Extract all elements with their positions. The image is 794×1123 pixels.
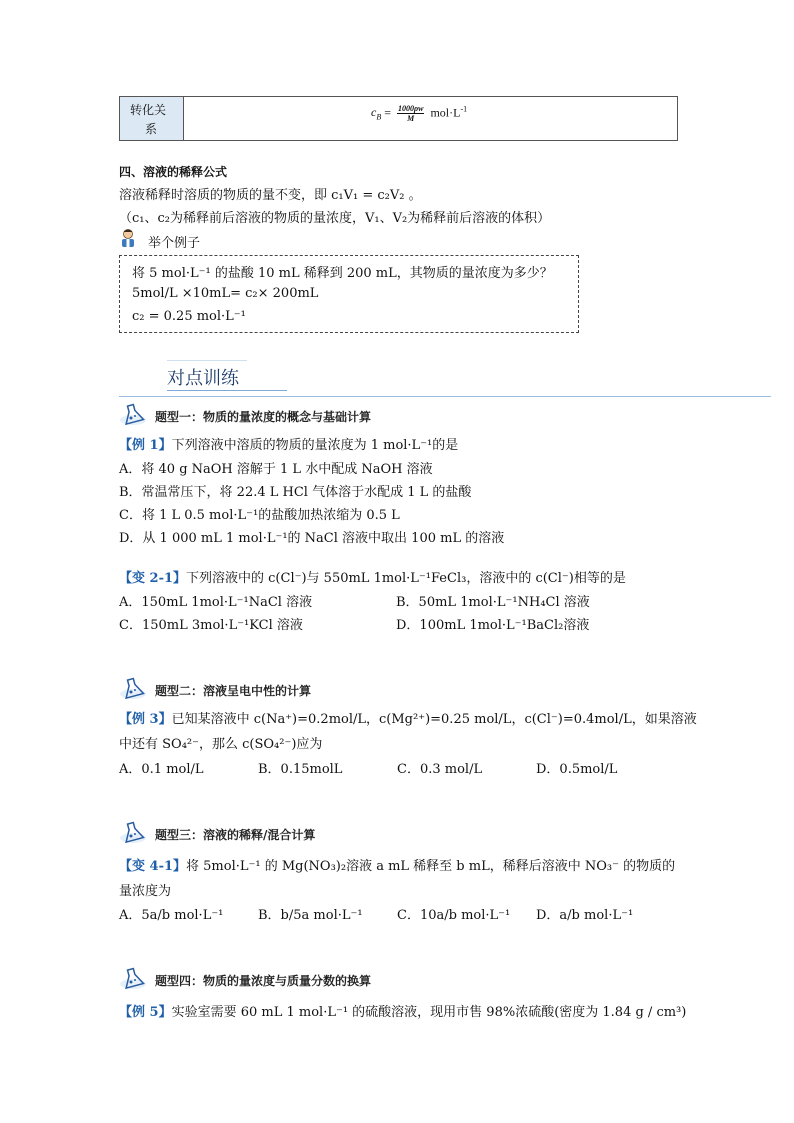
training-title: 对点训练 <box>167 368 239 389</box>
formula-unit: mol·L <box>430 105 461 120</box>
type2-heading: 题型二：溶液呈电中性的计算 <box>155 684 312 698</box>
type1-var-text: 下列溶液中的 c(Cl⁻)与 550mL 1mol·L⁻¹FeCl₃，溶液中的 c(Cl⁻)相等的是 <box>186 571 626 586</box>
type2-option-d: D．0.5mol/L <box>536 762 618 777</box>
type4-ex-text: 实验室需要 60 mL 1 mol·L⁻¹ 的硫酸溶液，现用市售 98%浓硫酸(密度为 1.84 g / cm³) <box>171 1005 687 1020</box>
type1-option-c: C．将 1 L 0.5 mol·L⁻¹的盐酸加热浓缩为 0.5 L <box>119 508 400 523</box>
formula-den: M <box>407 114 415 123</box>
training-rule <box>119 396 771 397</box>
flask-icon <box>119 821 147 845</box>
type1-var-option-c: C．150mL 3mol·L⁻¹KCl 溶液 <box>119 618 303 633</box>
type2-example <box>119 708 697 727</box>
type1-heading: 题型一：物质的量浓度的概念与基础计算 <box>155 410 372 424</box>
type2-ex-tag: 【例 3】 <box>119 712 172 727</box>
type3-option-a: A．5a/b mol·L⁻¹ <box>119 908 224 923</box>
type3-variant-line2: 量浓度为 <box>119 884 172 899</box>
type3-variant <box>119 855 675 874</box>
type4-ex-tag: 【例 5】 <box>119 1005 172 1020</box>
flask-icon <box>119 967 147 991</box>
type1-variant <box>119 567 626 586</box>
type3-var-text: 将 5mol·L⁻¹ 的 Mg(NO₃)₂溶液 a mL 稀释至 b mL，稀释后溶液中 NO₃⁻ 的物质的 <box>186 859 676 874</box>
training-underline <box>167 390 287 391</box>
example-box-line1: 将 5 mol·L⁻¹ 的盐酸 10 mL 稀释到 200 mL，其物质的量浓度为多少？ <box>132 266 553 281</box>
formula-eq: = <box>384 105 391 120</box>
formula-fraction <box>397 104 424 123</box>
type2-ex-text: 已知某溶液中 c(Na⁺)=0.2mol/L，c(Mg²⁺)=0.25 mol/L，c(Cl⁻)=0.4mol/L，如果溶液 <box>171 712 697 727</box>
section4-line1: 溶液稀释时溶质的物质的量不变，即 c₁V₁ = c₂V₂ 。 <box>119 188 422 203</box>
example-box-line3: c₂ = 0.25 mol·L⁻¹ <box>132 309 246 324</box>
type1-var-option-a: A．150mL 1mol·L⁻¹NaCl 溶液 <box>119 595 313 610</box>
type4-heading: 题型四：物质的量浓度与质量分数的换算 <box>155 974 372 988</box>
flask-icon <box>119 677 147 701</box>
type2-option-b: B．0.15molL <box>258 762 343 777</box>
type1-var-option-d: D．100mL 1mol·L⁻¹BaCl₂溶液 <box>396 618 590 633</box>
type3-option-d: D．a/b mol·L⁻¹ <box>536 908 634 923</box>
type1-option-b: B．常温常压下，将 22.4 L HCl 气体溶于水配成 1 L 的盐酸 <box>119 485 472 500</box>
flask-icon <box>119 403 147 427</box>
type1-option-a: A．将 40 g NaOH 溶解于 1 L 水中配成 NaOH 溶液 <box>119 462 433 477</box>
concentration-formula <box>371 104 467 123</box>
formula-unit-sup: -1 <box>460 104 468 114</box>
table-label-line1: 转化关 <box>130 103 167 117</box>
section4-line2: （c₁、c₂为稀释前后溶液的物质的量浓度，V₁、V₂为稀释前后溶液的体积） <box>119 211 551 226</box>
formula-num: 1000ρw <box>398 104 424 113</box>
type1-ex-text: 下列溶液中溶质的物质的量浓度为 1 mol·L⁻¹的是 <box>171 438 459 453</box>
type3-var-tag: 【变 4-1】 <box>119 859 187 874</box>
type1-var-option-b: B．50mL 1mol·L⁻¹NH₄Cl 溶液 <box>396 595 590 610</box>
table-label-cell <box>120 97 184 140</box>
formula-sub: B <box>376 112 382 122</box>
type1-example <box>119 434 458 453</box>
type3-option-c: C．10a/b mol·L⁻¹ <box>397 908 511 923</box>
type2-option-c: C．0.3 mol/L <box>397 762 483 777</box>
type3-option-b: B．b/5a mol·L⁻¹ <box>258 908 363 923</box>
example-box-line2: 5mol/L ×10mL= c₂× 200mL <box>132 286 319 301</box>
example-label: 举个例子 <box>148 236 201 251</box>
table-label-line2: 系 <box>145 122 158 136</box>
formula-lhs: c <box>371 105 377 120</box>
type4-example <box>119 1001 686 1020</box>
type2-example-line2: 中还有 SO₄²⁻，那么 c(SO₄²⁻)应为 <box>119 737 323 752</box>
type3-heading: 题型三：溶液的稀释/混合计算 <box>155 828 316 842</box>
type1-option-d: D．从 1 000 mL 1 mol·L⁻¹的 NaCl 溶液中取出 100 mL 的溶液 <box>119 531 505 546</box>
section4-title: 四、溶液的稀释公式 <box>119 165 228 179</box>
type2-option-a: A．0.1 mol/L <box>119 762 204 777</box>
type1-ex-tag: 【例 1】 <box>119 438 172 453</box>
training-rule-top <box>167 360 247 361</box>
teacher-icon <box>119 228 137 248</box>
type1-var-tag: 【变 2-1】 <box>119 571 187 586</box>
